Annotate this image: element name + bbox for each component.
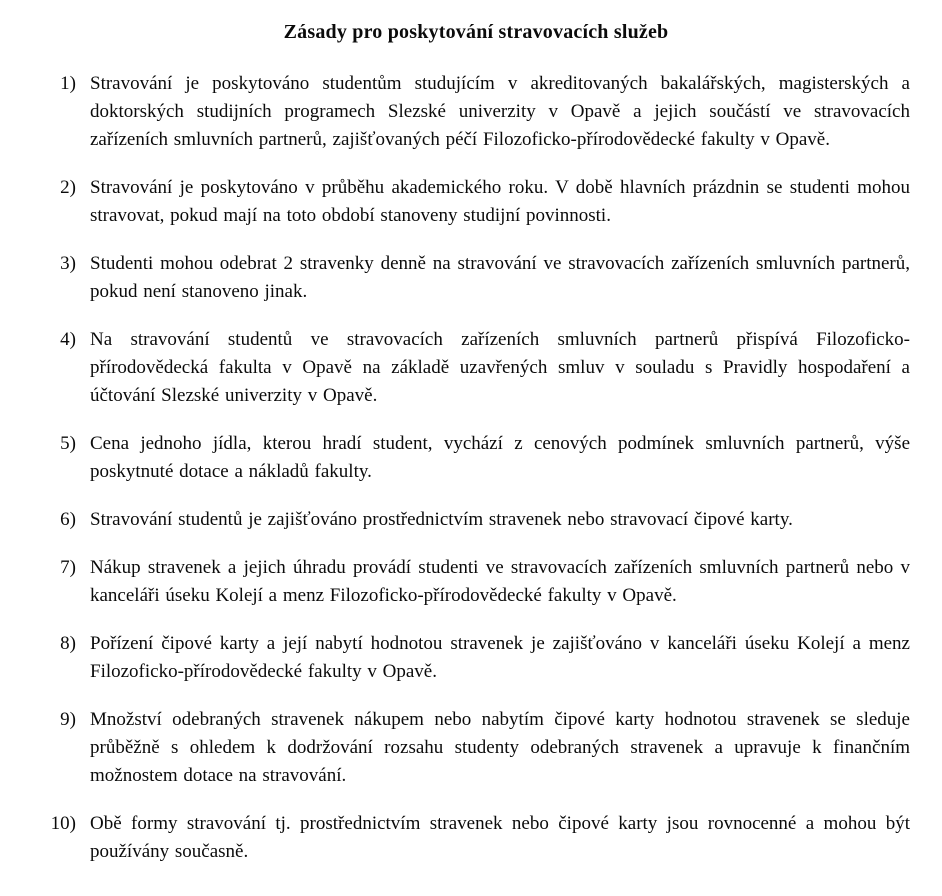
list-item [42, 326, 910, 410]
item-number: 3) [60, 253, 76, 274]
list-item [42, 250, 910, 306]
item-number: 10) [50, 813, 76, 834]
item-text: Obě formy stravování tj. prostřednictvím stravenek nebo čipové karty jsou rovnocenné a mohou být používány současně. [90, 813, 910, 862]
item-text: Stravování je poskytováno studentům studujícím v akreditovaných bakalářských, magisterských a doktorských studijních programech Slezské univerzity v Opavě a jejich součástí ve stravovacích zařízeních smluvních partnerů, zajišťovaných péčí Filozoficko-přírodovědecké fakulty v Opavě. [90, 73, 910, 150]
list-item [42, 554, 910, 610]
page-title: Zásady pro poskytování stravovacích služeb [283, 21, 669, 43]
item-text: Množství odebraných stravenek nákupem nebo nabytím čipové karty hodnotou stravenek se sleduje průběžně s ohledem k dodržování rozsahu studenty odebraných stravenek a upravuje k finančním možnostem dotace na stravování. [90, 709, 910, 786]
list-item [42, 174, 910, 230]
item-number: 9) [60, 709, 76, 730]
item-text: Na stravování studentů ve stravovacích zařízeních smluvních partnerů přispívá Filozoficko-přírodovědecká fakulta v Opavě na základě uzavřených smluv v souladu s Pravidly hospodaření a účtování Slezské univerzity v Opavě. [90, 329, 910, 406]
list-item [42, 430, 910, 486]
item-number: 8) [60, 633, 76, 654]
item-text: Pořízení čipové karty a její nabytí hodnotou stravenek je zajišťováno v kanceláři úseku Kolejí a menz Filozoficko-přírodovědecké fakulty v Opavě. [90, 633, 910, 682]
list-item [42, 70, 910, 154]
item-number: 2) [60, 177, 76, 198]
item-text: Studenti mohou odebrat 2 stravenky denně na stravování ve stravovacích zařízeních smluvních partnerů, pokud není stanoveno jinak. [90, 253, 910, 302]
list-item [42, 810, 910, 866]
item-text: Nákup stravenek a jejich úhradu provádí studenti ve stravovacích zařízeních smluvních partnerů nebo v kanceláři úseku Kolejí a menz Filozoficko-přírodovědecké fakulty v Opavě. [90, 557, 910, 606]
item-number: 5) [60, 433, 76, 454]
item-number: 7) [60, 557, 76, 578]
item-text: Stravování studentů je zajišťováno prostřednictvím stravenek nebo stravovací čipové karty. [90, 509, 793, 530]
item-number: 1) [60, 73, 76, 94]
item-number: 4) [60, 329, 76, 350]
item-text: Cena jednoho jídla, kterou hradí student, vychází z cenových podmínek smluvních partnerů, výše poskytnuté dotace a nákladů fakulty. [90, 433, 910, 482]
list-item [42, 630, 910, 686]
list-item [42, 706, 910, 790]
item-number: 6) [60, 509, 76, 530]
list-item [42, 506, 910, 534]
item-text: Stravování je poskytováno v průběhu akademického roku. V době hlavních prázdnin se studenti mohou stravovat, pokud mají na toto období stanoveny studijní povinnosti. [90, 177, 910, 226]
